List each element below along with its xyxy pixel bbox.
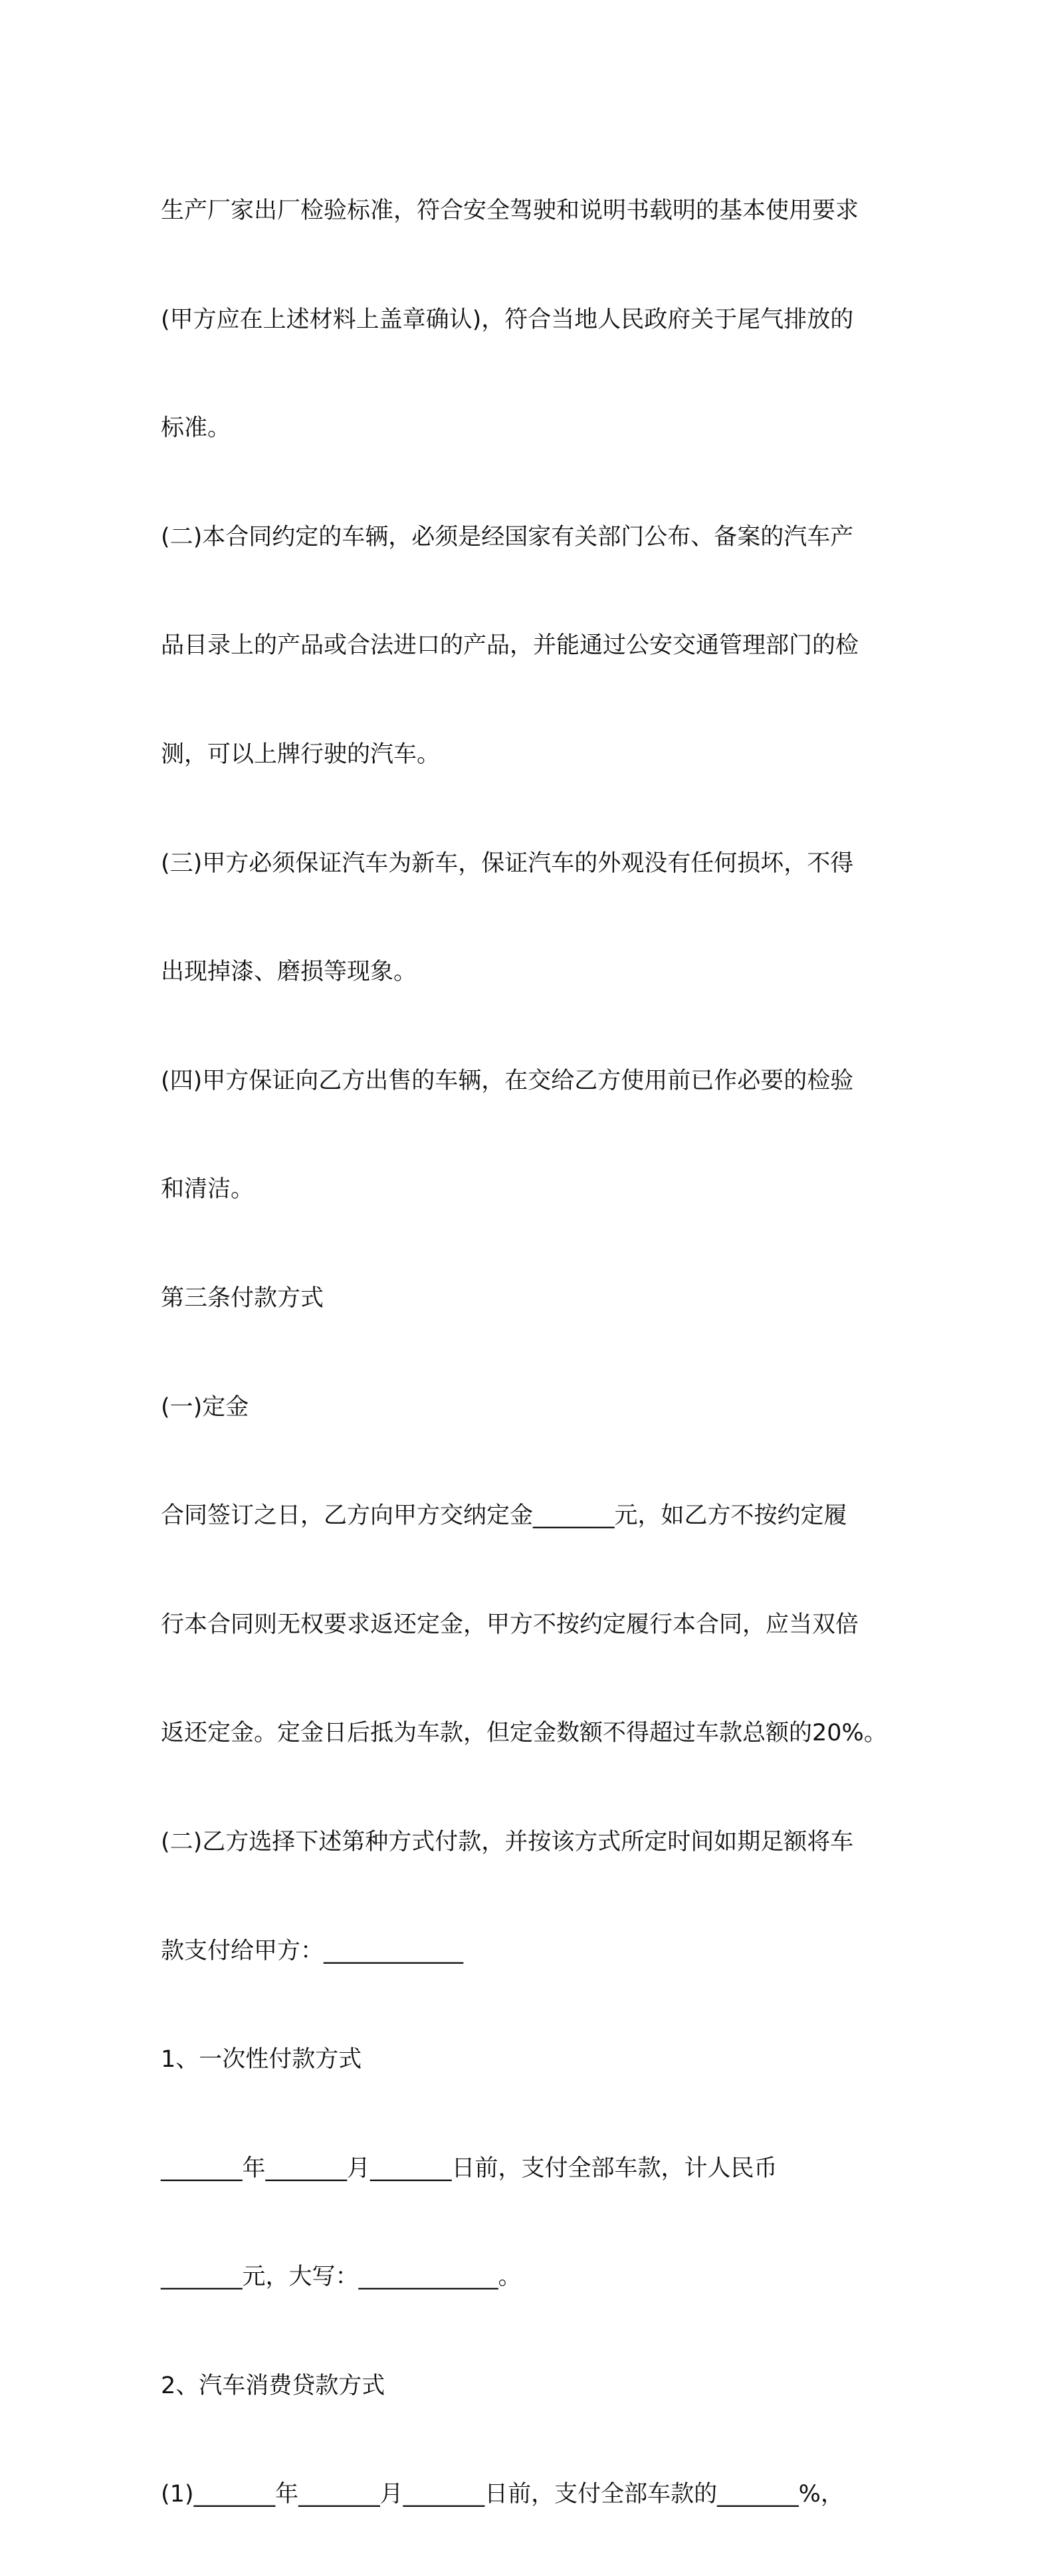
text-line-8: 出现掉漆、磨损等现象。 xyxy=(161,959,417,986)
text-line-17: 款支付给甲方：____________ xyxy=(161,1937,464,1964)
text-line-18: 1、一次性付款方式 xyxy=(161,2046,362,2073)
text-line-22: (1)_______年_______月_______日前，支付全部车款的_______%， xyxy=(161,2481,844,2508)
text-line-5: 品目录上的产品或合法进口的产品，并能通过公安交通管理部门的检 xyxy=(161,632,859,659)
text-line-10: 和清洁。 xyxy=(161,1176,255,1203)
text-line-16: (二)乙方选择下述第种方式付款，并按该方式所定时间如期足额将车 xyxy=(161,1828,854,1855)
section-heading-payment: 第三条付款方式 xyxy=(161,1284,324,1312)
text-line-21: 2、汽车消费贷款方式 xyxy=(161,2372,385,2399)
text-line-6: 测，可以上牌行驶的汽车。 xyxy=(161,741,441,768)
text-line-7: (三)甲方必须保证汽车为新车，保证汽车的外观没有任何损坏，不得 xyxy=(161,850,854,877)
text-line-3: 标准。 xyxy=(161,415,231,442)
text-line-2: (甲方应在上述材料上盖章确认)，符合当地人民政府关于尾气排放的 xyxy=(161,306,854,333)
text-line-12: (一)定金 xyxy=(161,1393,249,1421)
text-line-15: 返还定金。定金日后抵为车款，但定金数额不得超过车款总额的20%。 xyxy=(161,1720,887,1747)
text-line-14: 行本合同则无权要求返还定金，甲方不按约定履行本合同，应当双倍 xyxy=(161,1611,859,1638)
contract-body-text xyxy=(161,130,905,2576)
text-line-19: _______年_______月_______日前，支付全部车款，计人民币 xyxy=(161,2155,778,2182)
text-line-20: _______元，大写：____________。 xyxy=(161,2264,522,2291)
text-line-4: (二)本合同约定的车辆，必须是经国家有关部门公布、备案的汽车产 xyxy=(161,523,854,550)
text-line-9: (四)甲方保证向乙方出售的车辆，在交给乙方使用前已作必要的检验 xyxy=(161,1067,854,1094)
text-line-1: 生产厂家出厂检验标准，符合安全驾驶和说明书载明的基本使用要求 xyxy=(161,197,859,224)
text-line-13: 合同签订之日，乙方向甲方交纳定金_______元，如乙方不按约定履 xyxy=(161,1502,847,1530)
